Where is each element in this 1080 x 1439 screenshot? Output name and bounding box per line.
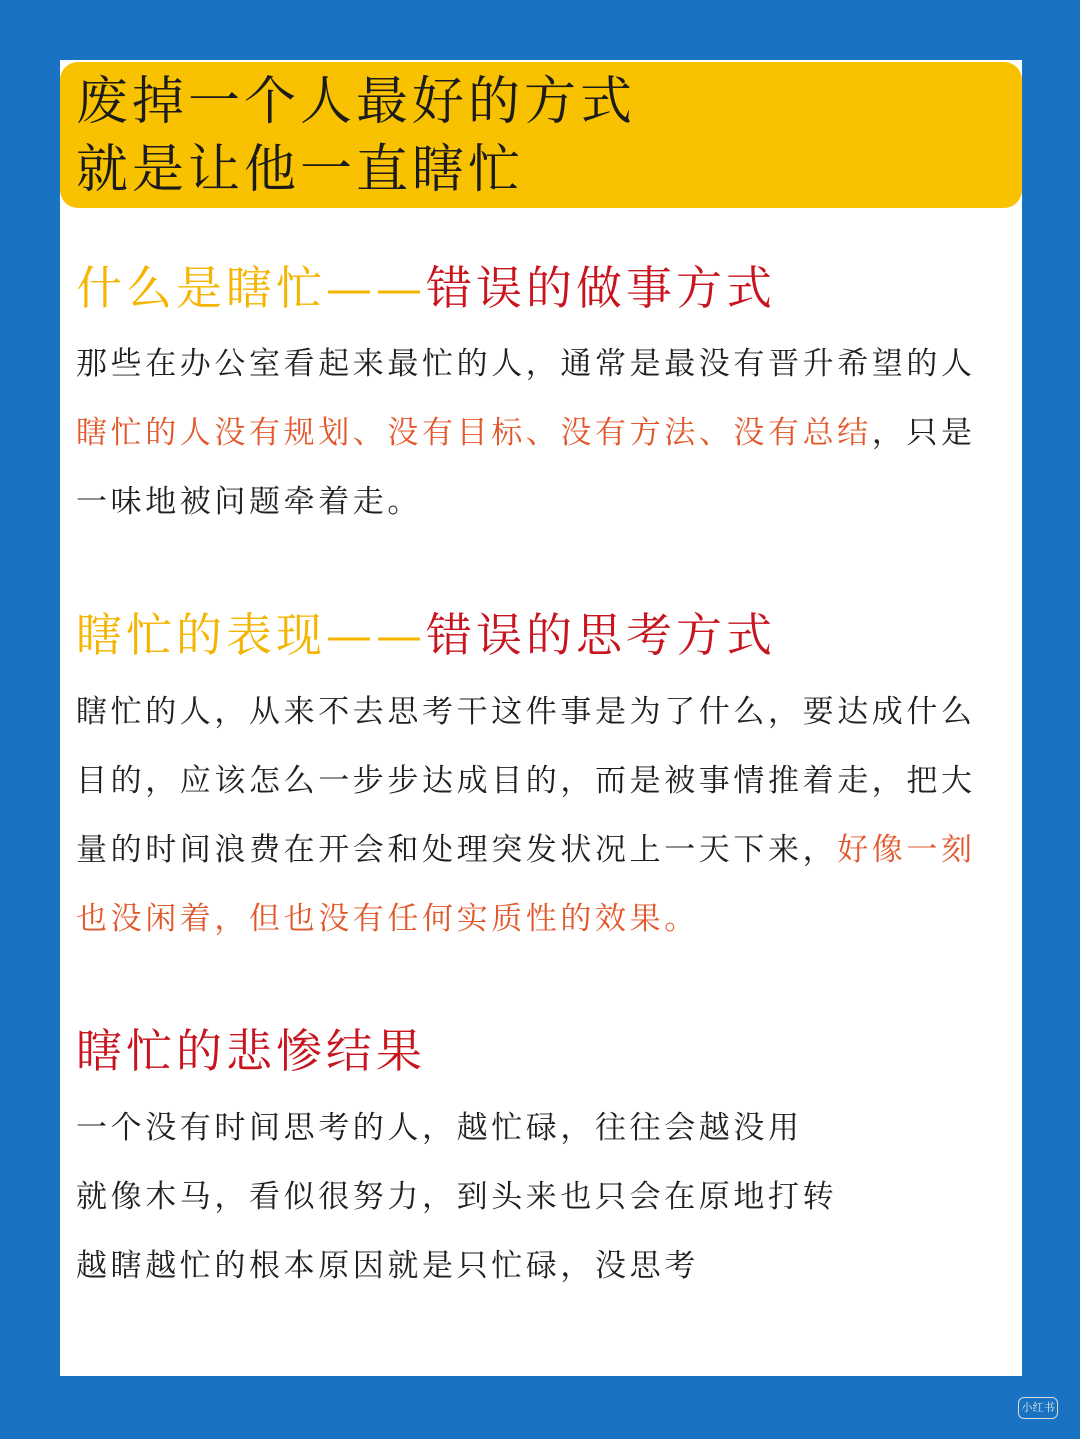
section-1-heading-emphasis: 错误的做事方式 <box>426 261 776 315</box>
section-3-heading: 瞎忙的悲惨结果 <box>76 1024 426 1078</box>
line-text: 量的时间浪费在开会和处理突发状况上一天下来， <box>76 832 838 868</box>
section-2-heading-lead: 瞎忙的表现—— <box>76 608 426 662</box>
line-text: 那些在办公室看起来最忙的人，通常是最没有晋升希望的人 <box>76 346 976 382</box>
section-1-heading <box>76 261 776 315</box>
paragraph-line <box>76 468 986 537</box>
section-3-paragraph <box>76 1094 986 1301</box>
paragraph-line <box>76 747 986 816</box>
page-title-line-1: 废掉一个人最好的方式 <box>76 72 637 132</box>
paragraph-line <box>76 1094 986 1163</box>
watermark-logo: 小红书 <box>1018 1397 1058 1419</box>
highlighted-text: 也没闲着，但也没有任何实质性的效果。 <box>76 901 699 937</box>
paragraph-line <box>76 1163 986 1232</box>
section-2-heading-emphasis: 错误的思考方式 <box>426 608 776 662</box>
highlighted-text: 好像一刻 <box>837 832 976 868</box>
paragraph-line <box>76 1232 986 1301</box>
line-text: 就像木马，看似很努力，到头来也只会在原地打转 <box>76 1179 838 1215</box>
page-title-line-2: 就是让他一直瞎忙 <box>76 140 525 200</box>
line-text: ，只是 <box>871 415 976 451</box>
paragraph-line <box>76 399 986 468</box>
line-text: 一个没有时间思考的人，越忙碌，往往会越没用 <box>76 1110 803 1146</box>
paragraph-line <box>76 816 986 885</box>
paragraph-line <box>76 678 986 747</box>
highlighted-text: 瞎忙的人没有规划、没有目标、没有方法、没有总结 <box>76 415 872 451</box>
line-text: 瞎忙的人，从来不去思考干这件事是为了什么，要达成什么 <box>76 694 976 730</box>
line-text: 目的，应该怎么一步步达成目的，而是被事情推着走，把大 <box>76 763 976 799</box>
section-2-heading <box>76 608 776 662</box>
section-2-paragraph <box>76 678 986 954</box>
section-1-heading-lead: 什么是瞎忙—— <box>76 261 426 315</box>
line-text: 越瞎越忙的根本原因就是只忙碌，没思考 <box>76 1248 699 1284</box>
paragraph-line <box>76 330 986 399</box>
line-text: 一味地被问题牵着走。 <box>76 484 422 520</box>
section-1-paragraph <box>76 330 986 537</box>
paragraph-line <box>76 885 986 954</box>
